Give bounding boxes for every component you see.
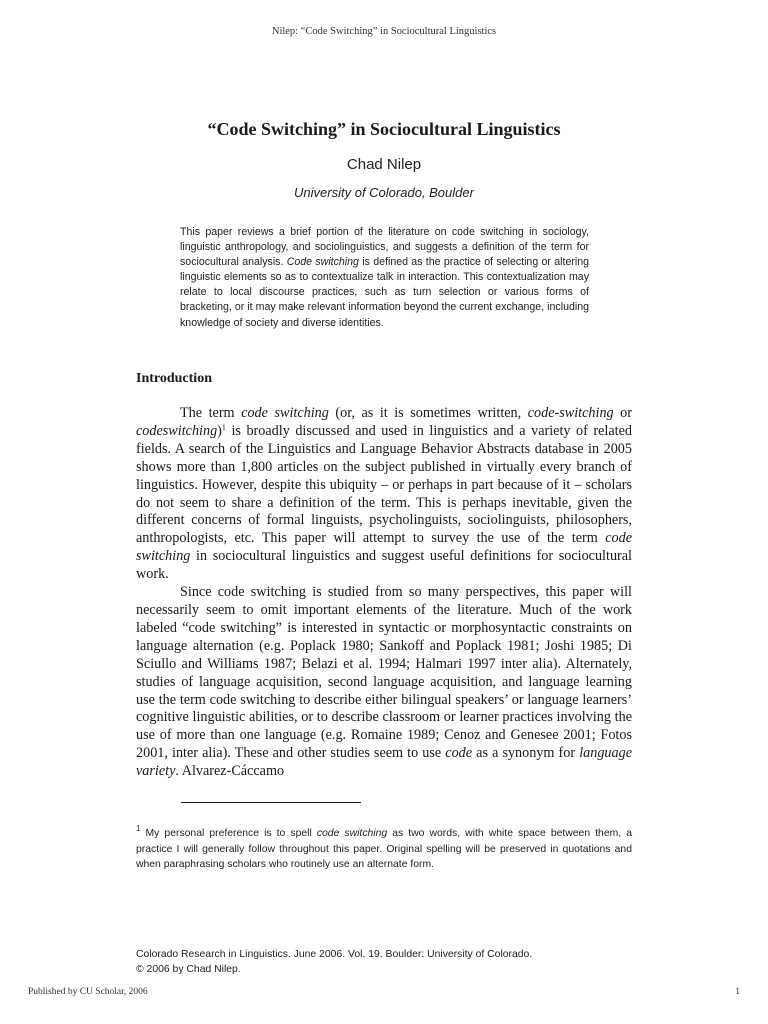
paragraph <box>136 405 632 584</box>
paragraph <box>136 584 632 781</box>
publisher-footer: Published by CU Scholar, 2006 <box>28 987 148 997</box>
abstract-text: is defined as the practice of selecting or altering linguistic elements so as to contextualize talk in interaction. This contextualization may relate to local discourse practices, such as turn selection or various forms of bracketing, or it may make relevant information beyond the current exchange, including knowledge of society and diverse identities. <box>180 256 590 329</box>
footnote-reference[interactable]: 1 <box>221 422 226 432</box>
author-name: Chad Nilep <box>346 156 422 173</box>
text-run: as a synonym for <box>472 745 580 762</box>
footnote-mark: 1 <box>136 824 141 833</box>
italic-term: code <box>445 745 473 762</box>
publication-info <box>136 947 532 977</box>
text-run: in sociocultural linguistics and suggest useful definitions for sociocultural work. <box>136 548 632 583</box>
italic-term: code switching <box>136 530 632 565</box>
abstract-term: Code switching <box>286 256 359 269</box>
copyright-line: © 2006 by Chad Nilep. <box>136 964 241 975</box>
footnote-text: My personal preference is to spell <box>140 828 317 839</box>
footnote <box>136 826 632 873</box>
italic-term: code switching <box>316 828 388 839</box>
text-run: or <box>613 405 632 421</box>
body-text <box>136 405 632 781</box>
text-run: The term <box>180 405 242 421</box>
author-affiliation: University of Colorado, Boulder <box>294 185 474 200</box>
section-heading: Introduction <box>136 371 212 386</box>
italic-term: code-switching <box>527 405 614 421</box>
text-run: Since code switching is studied from so many perspectives, this paper will necessarily seem to omit important elements of the literature. Much of the work labeled “code switching” is interested in syntactic or morphosyntactic constraints on language alternation (e.g. Poplack 1980; Sankoff and Poplack 1981; Joshi 1985; Di Sciullo and Williams 1987; Belazi et al. 1994; Halmari 1997 inter alia). Alternately, studies of language acquisition, second language acquisition, and language learning use the term code switching to describe either bilingual speakers’ or language learners’ cognitive linguistic abilities, or to describe classroom or learner practices involving the use of more than one language (e.g. Romaine 1989; Cenoz and Genesee 2001; Fotos 2001, inter alia). These and other studies seem to use <box>136 584 632 762</box>
abstract-text: This paper reviews a brief portion of the literature on code switching in sociology, linguistic anthropology, and sociolinguistics, and suggests a definition of the term for sociocultural analysis. <box>180 226 589 269</box>
running-head: Nilep: “Code Switching” in Sociocultural Linguistics <box>271 26 497 37</box>
text-run: . Alvarez-Cáccamo <box>175 763 285 780</box>
footnote-text: as two words, with white space between them, a practice I will generally follow throughout this paper. Original spelling will be preserved in quotations and when paraphrasing scholars who routinely use an alternate form. <box>136 828 633 870</box>
text-run: is broadly discussed and used in linguistics and a variety of related fields. A search of the Linguistics and Language Behavior Abstracts database in 2005 shows more than 1,800 articles on the subject published in virtually every branch of linguistics. However, despite this ubiquity – or perhaps in part because of it – scholars do not seem to share a definition of the term. This is perhaps inevitable, given the different concerns of formal linguists, psycholinguists, sociolinguists, philosophers, anthropologists, etc. This paper will attempt to survey the use of the term <box>136 422 632 547</box>
italic-term: codeswitching <box>136 422 218 439</box>
page-number: 1 <box>735 987 740 997</box>
text-run: ) <box>217 422 222 439</box>
paper-title: “Code Switching” in Sociocultural Linguistics <box>207 119 561 139</box>
text-run: (or, as it is sometimes written, <box>328 405 528 421</box>
italic-term: language variety <box>136 745 632 780</box>
footnote-divider <box>181 802 361 803</box>
abstract <box>180 225 589 331</box>
source-line: Colorado Research in Linguistics. June 2006. Vol. 19. Boulder: University of Colorado. <box>136 949 533 960</box>
italic-term: code switching <box>241 405 329 421</box>
